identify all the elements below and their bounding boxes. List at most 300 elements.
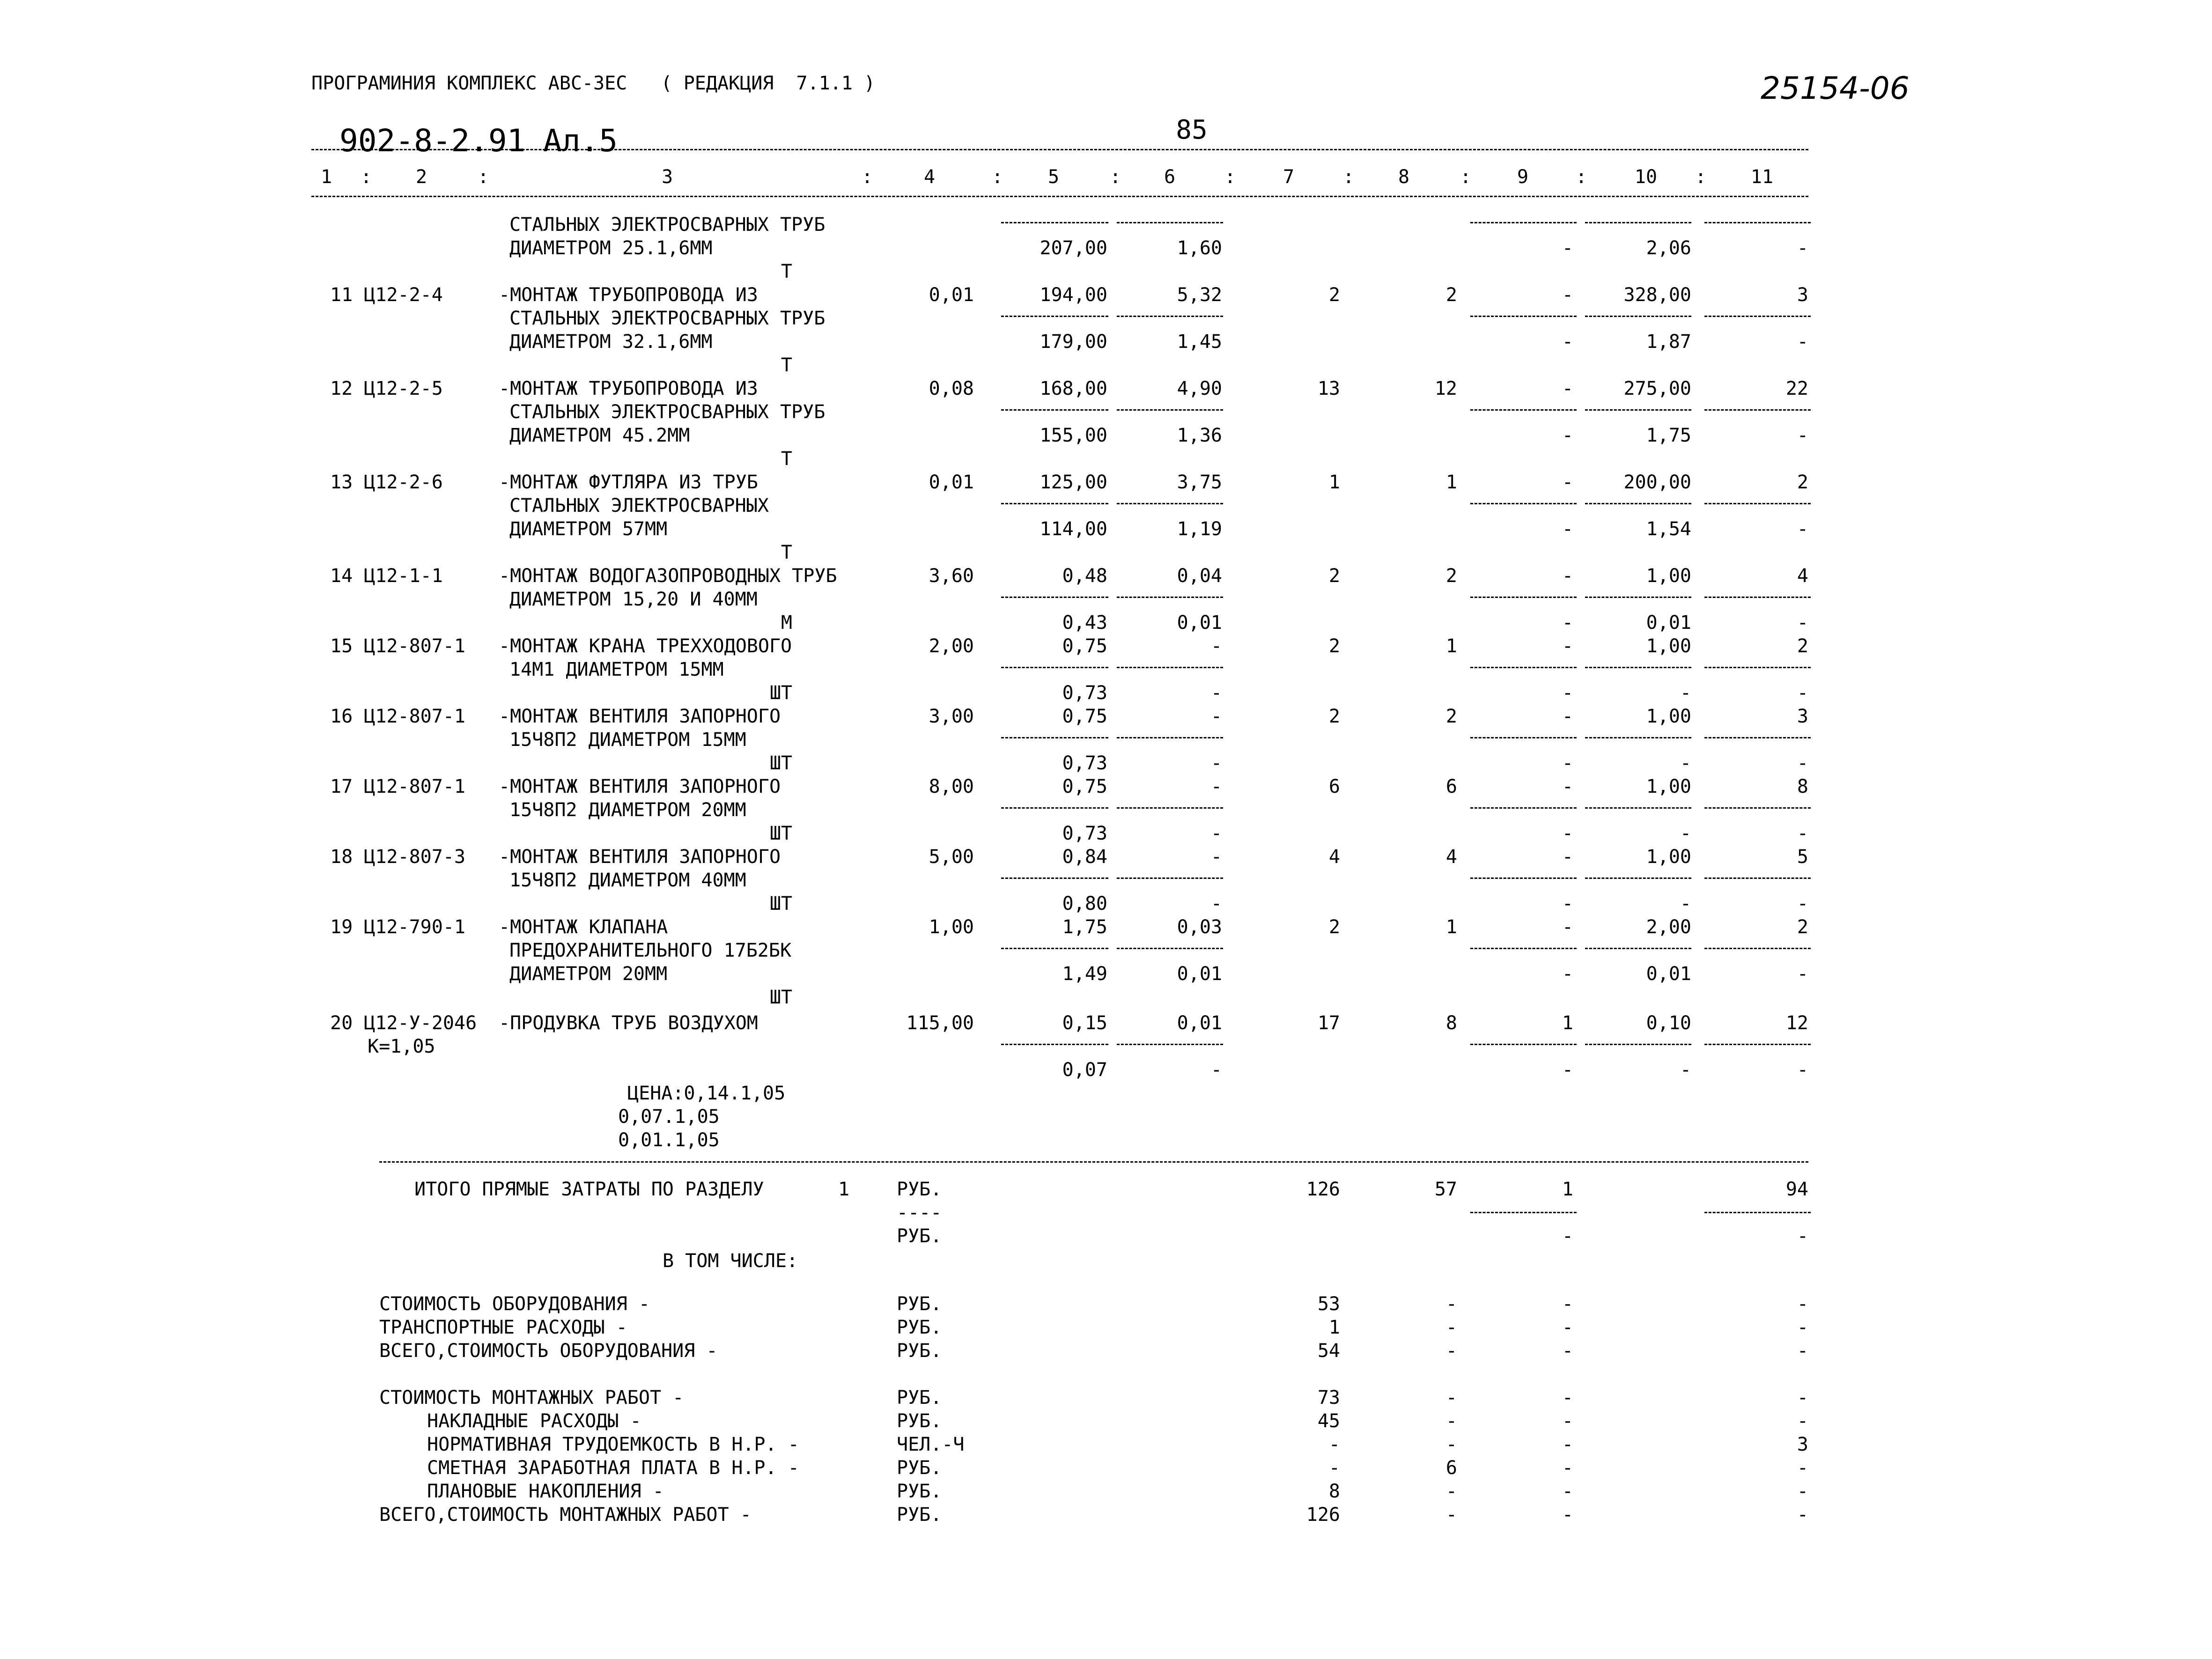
value-dash-separator <box>1470 877 1577 879</box>
column-separator: : <box>992 166 1003 188</box>
value-col11: - <box>1797 963 1808 985</box>
value-dash-separator <box>1585 807 1691 809</box>
unit-of-measure: Т <box>781 354 792 376</box>
value-dash-separator <box>1001 948 1108 949</box>
work-description: -МОНТАЖ ВОДОГАЗОПРОВОДНЫХ ТРУБ <box>499 565 837 587</box>
summary-col9: - <box>1562 1481 1573 1502</box>
value-col6: - <box>1210 893 1222 914</box>
value-col9: - <box>1562 823 1573 844</box>
value-col7: 2 <box>1328 284 1340 306</box>
value-col8: 2 <box>1445 565 1457 587</box>
totals-col9: 1 <box>1562 1179 1573 1200</box>
value-dash-separator <box>1470 503 1577 504</box>
value-dash-separator <box>1470 1044 1577 1045</box>
value-col10: - <box>1680 752 1691 774</box>
value-dash-separator <box>1585 316 1691 317</box>
value-col4: 1,00 <box>929 916 974 938</box>
summary-label: СТОИМОСТЬ МОНТАЖНЫХ РАБОТ - <box>379 1387 684 1408</box>
work-description-cont: ДИАМЕТРОМ 32.1,6ММ <box>509 331 713 353</box>
value-col5: 0,84 <box>1062 846 1107 868</box>
header-rule-bottom <box>311 196 1808 197</box>
unit-of-measure: Т <box>781 448 792 470</box>
value-dash-separator <box>1117 737 1223 738</box>
summary-label: ВСЕГО,СТОИМОСТЬ МОНТАЖНЫХ РАБОТ - <box>379 1504 752 1526</box>
value-col6: 1,19 <box>1177 518 1222 540</box>
work-description-cont: ДИАМЕТРОМ 15,20 И 40ММ <box>509 589 758 610</box>
value-dash-separator <box>1470 737 1577 738</box>
value-dash-separator <box>1470 316 1577 317</box>
value-dash-separator <box>1001 807 1108 809</box>
value-dash-separator <box>1585 503 1691 504</box>
value-col8: 4 <box>1445 846 1457 868</box>
row-number-code: 19 Ц12-790-1 <box>330 916 465 938</box>
value-col10: 1,00 <box>1646 706 1691 727</box>
value-col10: 1,00 <box>1646 635 1691 657</box>
value-dash-separator <box>1117 1044 1223 1045</box>
totals-col11-2: - <box>1797 1225 1808 1247</box>
value-col9: 1 <box>1562 1012 1573 1034</box>
value-col8: 1 <box>1445 635 1457 657</box>
value-col4: 3,00 <box>929 706 974 727</box>
value-col11: 12 <box>1785 1012 1808 1034</box>
value-col5: 0,75 <box>1062 635 1107 657</box>
value-col6: 0,01 <box>1177 963 1222 985</box>
summary-col9: - <box>1562 1434 1573 1455</box>
summary-unit: ЧЕЛ.-Ч <box>897 1434 965 1455</box>
value-col11: - <box>1797 1059 1808 1081</box>
value-dash-separator <box>1704 597 1811 598</box>
work-description: -МОНТАЖ ТРУБОПРОВОДА ИЗ <box>499 378 758 399</box>
summary-unit: РУБ. <box>897 1293 942 1315</box>
value-dash-separator <box>1117 667 1223 668</box>
value-col5: 207,00 <box>1040 237 1107 259</box>
summary-col9: - <box>1562 1293 1573 1315</box>
value-col9: - <box>1562 378 1573 399</box>
value-col11: - <box>1797 331 1808 353</box>
value-dash-separator <box>1704 503 1811 504</box>
value-dash-separator <box>1001 409 1108 411</box>
value-col11: - <box>1797 823 1808 844</box>
work-description-cont: 14М1 ДИАМЕТРОМ 15ММ <box>509 659 724 680</box>
work-description-cont: СТАЛЬНЫХ ЭЛЕКТРОСВАРНЫХ ТРУБ <box>509 401 826 423</box>
summary-label: НОРМАТИВНАЯ ТРУДОЕМКОСТЬ В Н.Р. - <box>427 1434 799 1455</box>
work-description-cont: ПРЕДОХРАНИТЕЛЬНОГО 17Б2БК <box>509 940 792 961</box>
value-col5: 0,43 <box>1062 612 1107 634</box>
totals-col8: 57 <box>1434 1179 1457 1200</box>
value-col10: 1,00 <box>1646 565 1691 587</box>
value-col8: 2 <box>1445 284 1457 306</box>
value-dash-separator <box>1001 222 1108 223</box>
value-dash-separator <box>1001 503 1108 504</box>
value-col4: 5,00 <box>929 846 974 868</box>
value-col10: 2,00 <box>1646 916 1691 938</box>
value-col6: 1,36 <box>1177 425 1222 446</box>
value-dash-separator <box>1585 1044 1691 1045</box>
row-number-code: 17 Ц12-807-1 <box>330 776 465 797</box>
value-dash-separator <box>1704 1044 1811 1045</box>
value-dash-separator <box>1117 409 1223 411</box>
value-dash-separator <box>1117 807 1223 809</box>
value-col5: 179,00 <box>1040 331 1107 353</box>
summary-col7: 53 <box>1317 1293 1340 1315</box>
summary-col9: - <box>1562 1457 1573 1479</box>
summary-col11: - <box>1797 1457 1808 1479</box>
value-col6: - <box>1210 846 1222 868</box>
totals-col7: 126 <box>1306 1179 1340 1200</box>
value-col11: 3 <box>1797 706 1808 727</box>
column-number-2: 2 <box>415 166 428 188</box>
value-col10: 1,75 <box>1646 425 1691 446</box>
value-col8: 6 <box>1445 776 1457 797</box>
value-dash-separator <box>1704 409 1811 411</box>
work-description-cont: 15Ч8П2 ДИАМЕТРОМ 40ММ <box>509 870 746 891</box>
unit-of-measure: ШТ <box>769 682 792 704</box>
value-col7: 2 <box>1328 565 1340 587</box>
value-col5: 168,00 <box>1040 378 1107 399</box>
work-description-cont: СТАЛЬНЫХ ЭЛЕКТРОСВАРНЫХ ТРУБ <box>509 308 826 329</box>
column-separator: : <box>478 166 489 188</box>
unit-of-measure: ШТ <box>769 823 792 844</box>
column-number-9: 9 <box>1517 166 1529 188</box>
value-dash-separator <box>1117 503 1223 504</box>
value-col9: - <box>1562 1059 1573 1081</box>
value-col8: 1 <box>1445 472 1457 493</box>
value-col8: 2 <box>1445 706 1457 727</box>
column-number-7: 7 <box>1283 166 1295 188</box>
value-col9: - <box>1562 752 1573 774</box>
unit-of-measure: ШТ <box>769 752 792 774</box>
summary-col8: - <box>1445 1481 1457 1502</box>
value-col9: - <box>1562 237 1573 259</box>
summary-unit: РУБ. <box>897 1481 942 1502</box>
summary-label: ВСЕГО,СТОИМОСТЬ ОБОРУДОВАНИЯ - <box>379 1340 718 1362</box>
value-col10: 0,01 <box>1646 612 1691 634</box>
row-number-code: 11 Ц12-2-4 <box>330 284 443 306</box>
summary-label: СТОИМОСТЬ ОБОРУДОВАНИЯ - <box>379 1293 650 1315</box>
value-col6: 3,75 <box>1177 472 1222 493</box>
summary-label: ТРАНСПОРТНЫЕ РАСХОДЫ - <box>379 1317 627 1338</box>
value-col5: 155,00 <box>1040 425 1107 446</box>
value-dash-separator <box>1704 316 1811 317</box>
summary-col7: 45 <box>1317 1410 1340 1432</box>
value-dash-separator <box>1585 877 1691 879</box>
value-col9: - <box>1562 916 1573 938</box>
row-number-code: 14 Ц12-1-1 <box>330 565 443 587</box>
value-col5: 0,80 <box>1062 893 1107 914</box>
value-col6: - <box>1210 635 1222 657</box>
summary-col8: - <box>1445 1340 1457 1362</box>
value-col8: 12 <box>1434 378 1457 399</box>
value-col10: 1,00 <box>1646 846 1691 868</box>
value-dash-separator <box>1117 316 1223 317</box>
totals-section: 1 <box>838 1179 850 1200</box>
value-col5: 0,15 <box>1062 1012 1107 1034</box>
value-dash-separator <box>1704 877 1811 879</box>
value-col9: - <box>1562 893 1573 914</box>
value-col6: - <box>1210 1059 1222 1081</box>
value-col10: 328,00 <box>1623 284 1691 306</box>
value-col10: - <box>1680 1059 1691 1081</box>
summary-col7: 54 <box>1317 1340 1340 1362</box>
value-col7: 2 <box>1328 916 1340 938</box>
row-number-code: 15 Ц12-807-1 <box>330 635 465 657</box>
value-dash-separator <box>1585 667 1691 668</box>
row-number-code: 18 Ц12-807-3 <box>330 846 465 868</box>
value-col4: 0,08 <box>929 378 974 399</box>
value-col9: - <box>1562 565 1573 587</box>
value-dash-separator <box>1001 877 1108 879</box>
work-description: -МОНТАЖ КЛАПАНА <box>499 916 668 938</box>
column-separator: : <box>1224 166 1236 188</box>
summary-col7: 73 <box>1317 1387 1340 1408</box>
value-col4: 0,01 <box>929 284 974 306</box>
album-number: Ал.5 <box>543 123 618 159</box>
summary-col9: - <box>1562 1410 1573 1432</box>
value-dash-separator <box>1585 409 1691 411</box>
value-dash-separator <box>1470 222 1577 223</box>
value-col4: 115,00 <box>906 1012 974 1034</box>
value-col11: - <box>1797 612 1808 634</box>
totals-unit-2: РУБ. <box>897 1225 942 1247</box>
column-number-11: 11 <box>1750 166 1774 188</box>
column-number-1: 1 <box>320 166 332 188</box>
value-col10: 1,87 <box>1646 331 1691 353</box>
handwritten-stamp-number: 25154-06 <box>1761 70 1910 106</box>
work-description: -МОНТАЖ ФУТЛЯРА ИЗ ТРУБ <box>499 472 758 493</box>
value-col6: 0,01 <box>1177 1012 1222 1034</box>
header-rule-top <box>311 149 1808 150</box>
summary-col9: - <box>1562 1340 1573 1362</box>
work-description-cont: 15Ч8П2 ДИАМЕТРОМ 15ММ <box>509 729 746 751</box>
value-col5: 125,00 <box>1040 472 1107 493</box>
value-dash-separator <box>1585 597 1691 598</box>
summary-label: НАКЛАДНЫЕ РАСХОДЫ - <box>427 1410 641 1432</box>
value-dash-separator <box>1585 948 1691 949</box>
work-description: -МОНТАЖ ВЕНТИЛЯ ЗАПОРНОГО <box>499 706 781 727</box>
price-note: 0,07.1,05 <box>618 1106 720 1128</box>
value-col6: 5,32 <box>1177 284 1222 306</box>
work-description-cont: ДИАМЕТРОМ 20ММ <box>509 963 668 985</box>
summary-col8: - <box>1445 1504 1457 1526</box>
totals-unit-dash: ---- <box>897 1202 942 1224</box>
column-number-6: 6 <box>1164 166 1176 188</box>
value-col5: 114,00 <box>1040 518 1107 540</box>
value-col11: 3 <box>1797 284 1808 306</box>
value-dash-separator <box>1001 597 1108 598</box>
value-col11: - <box>1797 425 1808 446</box>
summary-unit: РУБ. <box>897 1340 942 1362</box>
unit-of-measure: ШТ <box>769 893 792 914</box>
value-col4: 3,60 <box>929 565 974 587</box>
price-note: ЦЕНА:0,14.1,05 <box>627 1083 786 1104</box>
value-col7: 6 <box>1328 776 1340 797</box>
value-col5: 0,73 <box>1062 823 1107 844</box>
totals-unit: РУБ. <box>897 1179 942 1200</box>
value-col5: 194,00 <box>1040 284 1107 306</box>
column-number-5: 5 <box>1047 166 1060 188</box>
value-col4: 2,00 <box>929 635 974 657</box>
value-dash-separator <box>1704 807 1811 809</box>
value-col9: - <box>1562 963 1573 985</box>
value-col9: - <box>1562 284 1573 306</box>
row-number-code: 13 Ц12-2-6 <box>330 472 443 493</box>
column-number-10: 10 <box>1634 166 1658 188</box>
value-col7: 13 <box>1317 378 1340 399</box>
value-dash-separator <box>1585 222 1691 223</box>
work-description: -МОНТАЖ ВЕНТИЛЯ ЗАПОРНОГО <box>499 846 781 868</box>
unit-of-measure: Т <box>781 542 792 563</box>
value-col7: 1 <box>1328 472 1340 493</box>
value-col10: 0,01 <box>1646 963 1691 985</box>
totals-label: ИТОГО ПРЯМЫЕ ЗАТРАТЫ ПО РАЗДЕЛУ <box>414 1179 764 1200</box>
summary-col9: - <box>1562 1387 1573 1408</box>
summary-col11: 3 <box>1797 1434 1808 1455</box>
value-col5: 0,73 <box>1062 682 1107 704</box>
work-description: -МОНТАЖ КРАНА ТРЕХХОДОВОГО <box>499 635 792 657</box>
summary-col11: - <box>1797 1481 1808 1502</box>
value-col5: 0,07 <box>1062 1059 1107 1081</box>
column-number-4: 4 <box>923 166 936 188</box>
totals-col11: 94 <box>1785 1179 1808 1200</box>
summary-unit: РУБ. <box>897 1387 942 1408</box>
value-col5: 1,49 <box>1062 963 1107 985</box>
totals-rule <box>379 1161 1808 1163</box>
summary-col11: - <box>1797 1317 1808 1338</box>
value-col5: 0,75 <box>1062 776 1107 797</box>
value-col11: 2 <box>1797 916 1808 938</box>
column-separator: : <box>1110 166 1121 188</box>
value-col9: - <box>1562 682 1573 704</box>
totals-col9-2: - <box>1562 1225 1573 1247</box>
summary-col11: - <box>1797 1387 1808 1408</box>
value-col9: - <box>1562 518 1573 540</box>
summary-label: СМЕТНАЯ ЗАРАБОТНАЯ ПЛАТА В Н.Р. - <box>427 1457 799 1479</box>
value-col7: 2 <box>1328 635 1340 657</box>
value-col7: 17 <box>1317 1012 1340 1034</box>
value-col6: 1,45 <box>1177 331 1222 353</box>
value-col10: - <box>1680 682 1691 704</box>
value-col11: 2 <box>1797 472 1808 493</box>
summary-unit: РУБ. <box>897 1410 942 1432</box>
work-description-cont: 15Ч8П2 ДИАМЕТРОМ 20ММ <box>509 799 746 821</box>
column-number-3: 3 <box>661 166 673 188</box>
column-number-8: 8 <box>1398 166 1410 188</box>
value-col4: 8,00 <box>929 776 974 797</box>
value-col9: - <box>1562 331 1573 353</box>
column-separator: : <box>1576 166 1587 188</box>
summary-unit: РУБ. <box>897 1504 942 1526</box>
value-col11: 2 <box>1797 635 1808 657</box>
value-col10: 1,54 <box>1646 518 1691 540</box>
price-note: 0,01.1,05 <box>618 1129 720 1151</box>
value-col7: 2 <box>1328 706 1340 727</box>
column-separator: : <box>1343 166 1355 188</box>
value-col6: - <box>1210 776 1222 797</box>
summary-col11: - <box>1797 1340 1808 1362</box>
value-col5: 0,48 <box>1062 565 1107 587</box>
value-dash-separator <box>1470 948 1577 949</box>
value-dash-separator <box>1704 222 1811 223</box>
summary-col8: - <box>1445 1317 1457 1338</box>
page-number: 85 <box>1176 115 1208 145</box>
value-dash-separator <box>1470 807 1577 809</box>
value-dash-separator <box>1117 877 1223 879</box>
value-col6: - <box>1210 682 1222 704</box>
summary-col11: - <box>1797 1410 1808 1432</box>
including-heading: В ТОМ ЧИСЛЕ: <box>663 1250 798 1272</box>
column-separator: : <box>361 166 372 188</box>
value-dash-separator <box>1704 948 1811 949</box>
value-col6: - <box>1210 823 1222 844</box>
value-col6: - <box>1210 706 1222 727</box>
work-description-cont: СТАЛЬНЫХ ЭЛЕКТРОСВАРНЫХ <box>509 495 769 516</box>
value-dash-separator <box>1117 597 1223 598</box>
value-col5: 0,75 <box>1062 706 1107 727</box>
value-col9: - <box>1562 425 1573 446</box>
value-dash-separator <box>1470 409 1577 411</box>
value-col5: 1,75 <box>1062 916 1107 938</box>
totals-col9-rule <box>1470 1212 1577 1213</box>
value-col11: - <box>1797 237 1808 259</box>
value-col10: 0,10 <box>1646 1012 1691 1034</box>
program-title: ПРОГРАМИНИЯ КОМПЛЕКС АВС-ЗЕС ( РЕДАКЦИЯ 7.1.1 ) <box>311 73 876 94</box>
column-separator: : <box>862 166 873 188</box>
summary-col7: 1 <box>1328 1317 1340 1338</box>
value-col6: 4,90 <box>1177 378 1222 399</box>
value-dash-separator <box>1704 667 1811 668</box>
unit-of-measure: ШТ <box>769 987 792 1008</box>
summary-col8: - <box>1445 1387 1457 1408</box>
value-dash-separator <box>1001 316 1108 317</box>
value-col7: 4 <box>1328 846 1340 868</box>
value-dash-separator <box>1470 667 1577 668</box>
value-col11: 5 <box>1797 846 1808 868</box>
value-col11: - <box>1797 518 1808 540</box>
coefficient: К=1,05 <box>368 1036 435 1057</box>
value-col11: 22 <box>1785 378 1808 399</box>
value-col11: - <box>1797 682 1808 704</box>
totals-col11-rule <box>1704 1212 1811 1213</box>
value-col4: 0,01 <box>929 472 974 493</box>
summary-col7: 8 <box>1328 1481 1340 1502</box>
value-col10: 275,00 <box>1623 378 1691 399</box>
value-col6: 0,04 <box>1177 565 1222 587</box>
value-col10: 1,00 <box>1646 776 1691 797</box>
row-number-code: 16 Ц12-807-1 <box>330 706 465 727</box>
row-number-code: 12 Ц12-2-5 <box>330 378 443 399</box>
summary-col9: - <box>1562 1504 1573 1526</box>
value-col9: - <box>1562 472 1573 493</box>
summary-label: ПЛАНОВЫЕ НАКОПЛЕНИЯ - <box>427 1481 664 1502</box>
value-dash-separator <box>1704 737 1811 738</box>
value-dash-separator <box>1117 948 1223 949</box>
work-description: -ПРОДУВКА ТРУБ ВОЗДУХОМ <box>499 1012 758 1034</box>
summary-col8: 6 <box>1445 1457 1457 1479</box>
value-col9: - <box>1562 635 1573 657</box>
work-description-cont: ДИАМЕТРОМ 45.2ММ <box>509 425 690 446</box>
column-separator: : <box>1695 166 1707 188</box>
summary-col7: - <box>1328 1434 1340 1455</box>
value-dash-separator <box>1001 737 1108 738</box>
value-col8: 8 <box>1445 1012 1457 1034</box>
value-col9: - <box>1562 612 1573 634</box>
value-col10: - <box>1680 823 1691 844</box>
document-code: 902-8-2.91 <box>339 123 526 159</box>
value-col10: - <box>1680 893 1691 914</box>
work-description-cont: ДИАМЕТРОМ 57ММ <box>509 518 668 540</box>
value-col10: 200,00 <box>1623 472 1691 493</box>
unit-of-measure: М <box>781 612 792 634</box>
